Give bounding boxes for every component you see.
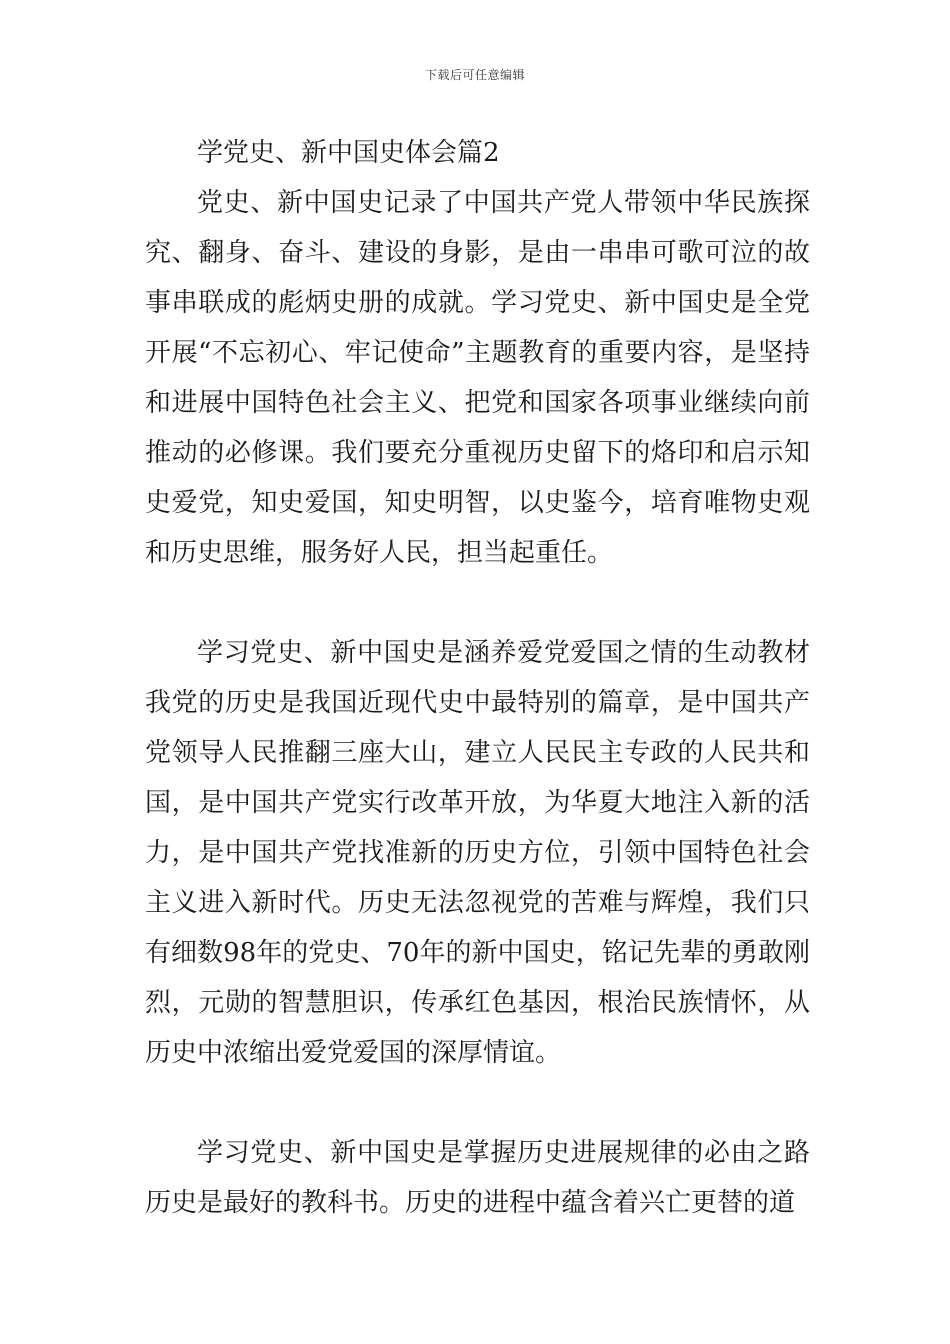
intro-paragraph: 党史、新中国史记录了中国共产党人带领中华民族探究、翻身、奋斗、建设的身影，是由一串串可歌可泣的故事串联成的彪炳史册的成就。学习党史、新中国史是全党开展“不忘初心、牢记使命”主题教育的重要内容，是坚持和进展中国特色社会主义、把党和国家各项事业继续向前推动的必修课。我们要充分重视历史留下的烙印和启示知史爱党，知史爱国，知史明智，以史鉴今，培育唯物史观和历史思维，服务好人民，担当起重任。 bbox=[145, 188, 810, 568]
paragraph-gap bbox=[145, 578, 810, 628]
section2-paragraph: 学习党史、新中国史是掌握历史进展规律的必由之路历史是最好的教科书。历史的进程中蕴含着兴亡更替的道 bbox=[145, 1138, 810, 1218]
section1-paragraph: 学习党史、新中国史是涵养爱党爱国之情的生动教材我党的历史是我国近现代史中最特别的篇章，是中国共产党领导人民推翻三座大山，建立人民民主专政的人民共和国，是中国共产党实行改革开放，为华夏大地注入新的活力，是中国共产党找准新的历史方位，引领中国特色社会主义进入新时代。历史无法忽视党的苦难与辉煌，我们只有细数98年的党史、70年的新中国史，铭记先辈的勇敢刚烈，元勋的智慧胆识，传承红色基因，根治民族情怀，从历史中浓缩出爱党爱国的深厚情谊。 bbox=[145, 638, 810, 1068]
article-title: 学党史、新中国史体会篇2 bbox=[197, 138, 500, 168]
header-note: 下载后可任意编辑 bbox=[424, 68, 525, 82]
paragraph-gap bbox=[145, 1078, 810, 1128]
document-body bbox=[145, 128, 810, 1228]
